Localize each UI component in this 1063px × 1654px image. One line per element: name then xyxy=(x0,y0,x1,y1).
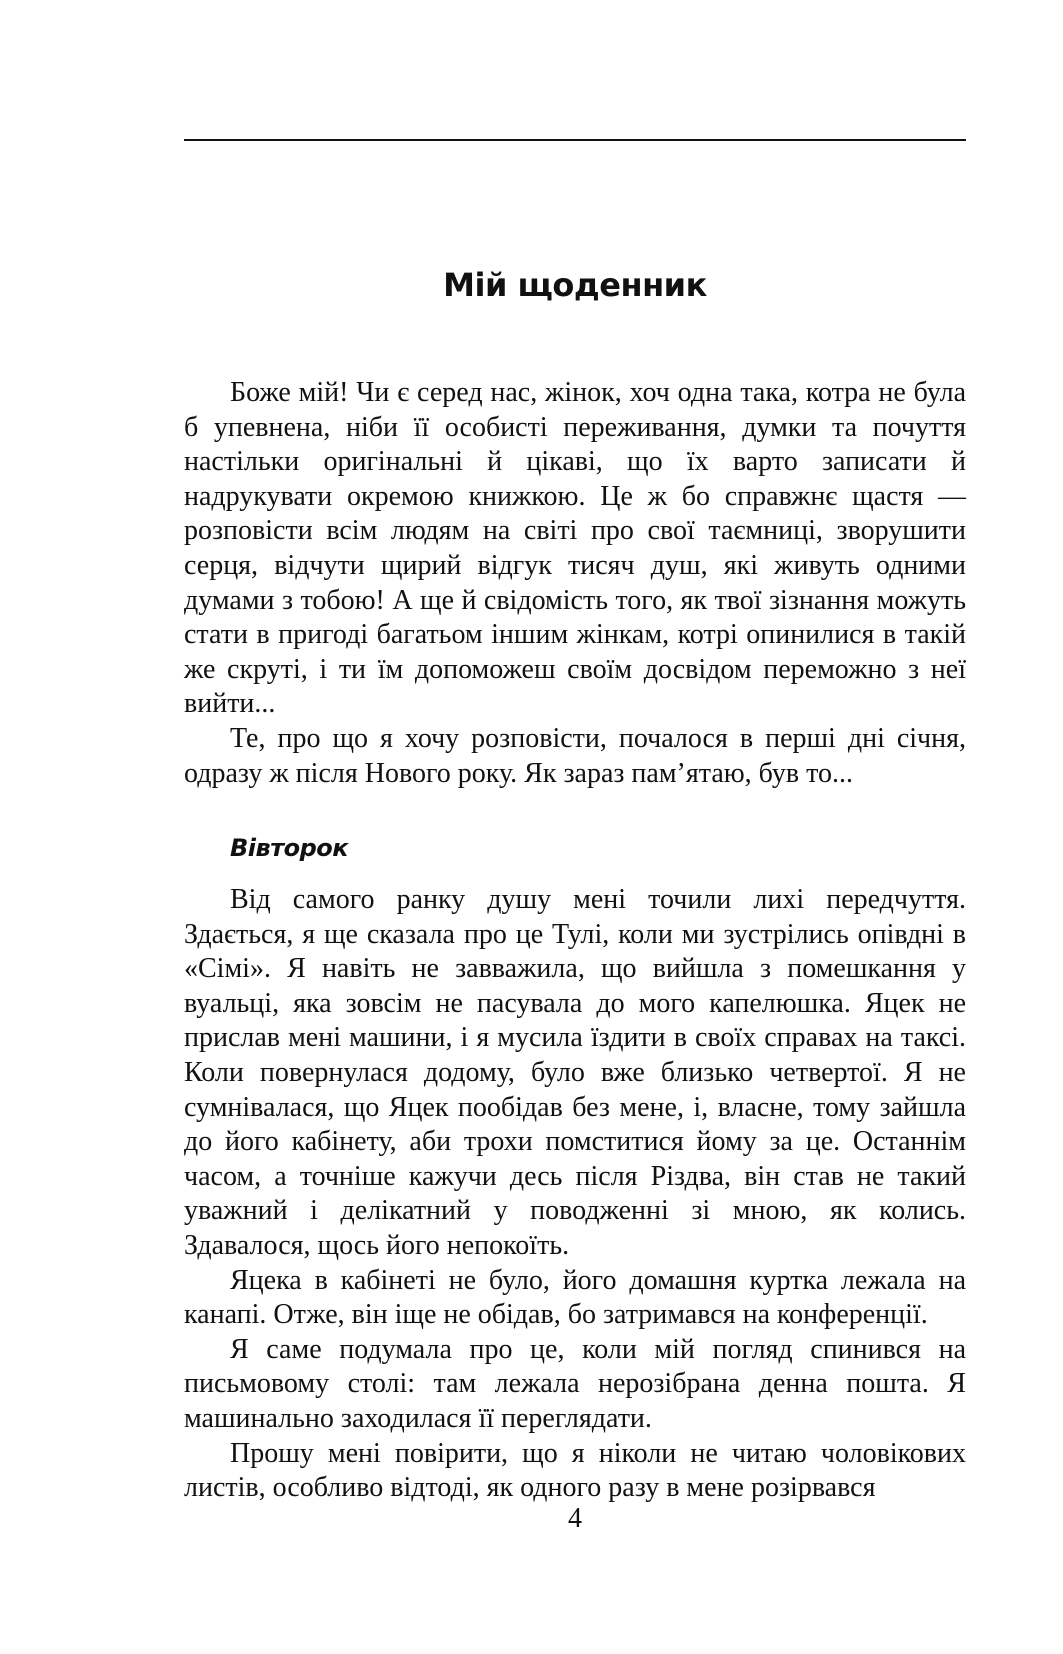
paragraph: Прошу мені повірити, що я ніколи не читаю чоловікових листів, особливо відтоді, як одного разу в мене розірвався xyxy=(184,1437,966,1504)
section-heading: Вівторок xyxy=(230,834,349,862)
paragraph: Яцека в кабінеті не було, його домашня куртка лежала на канапі. Отже, він іще не обідав, бо затримався на конференції. xyxy=(184,1264,966,1331)
paragraph: Боже мій! Чи є серед нас, жінок, хоч одна така, котра не була б упевнена, ніби її особисті переживання, думки та почуття настільки оригінальні й цікаві, що їх варто записати й надрукувати окремою книжкою. Це ж бо справжнє щастя — розповісти всім людям на світі про свої таємниці, зворушити серця, відчути щирий відгук тисяч душ, які живуть одними думами з тобою! А ще й свідомість того, як твої зізнання можуть стати в пригоді багатьом іншим жінкам, котрі опинилися в такій же скруті, і ти їм допоможеш своїм досвідом переможно з неї вийти... xyxy=(184,377,966,720)
header-rule xyxy=(184,139,966,141)
page-number: 4 xyxy=(568,1503,582,1534)
intro-text xyxy=(184,376,966,791)
paragraph: Я саме подумала про це, коли мій погляд спинився на письмовому столі: там лежала нерозібрана денна пошта. Я машинально заходилася її переглядати. xyxy=(184,1333,966,1434)
chapter-title: Мій щоденник xyxy=(443,266,707,304)
paragraph: Від самого ранку душу мені точили лихі передчуття. Здається, я ще сказала про це Тулі, коли ми зустрілись опівдні в «Сімі». Я навіть не завважила, що вийшла з помешкання у вуальці, яка зовсім не пасувала до мого капелюшка. Яцек не прислав мені машини, і я мусила їздити в своїх справах на таксі. Коли повернулася додому, було вже близько четвертої. Я не сумнівалася, що Яцек пообідав без мене, і, власне, тому зайшла до його кабінету, аби трохи помститися йому за це. Останнім часом, а точніше кажучи десь після Різдва, він став не такий уважний і делікатний у поводженні зі мною, як колись. Здавалося, щось його непокоїть. xyxy=(184,884,966,1261)
paragraph: Те, про що я хочу розповісти, почалося в перші дні січня, одразу ж після Нового року. Як зараз пам’ятаю, був то... xyxy=(184,722,966,789)
section-text xyxy=(184,883,966,1506)
